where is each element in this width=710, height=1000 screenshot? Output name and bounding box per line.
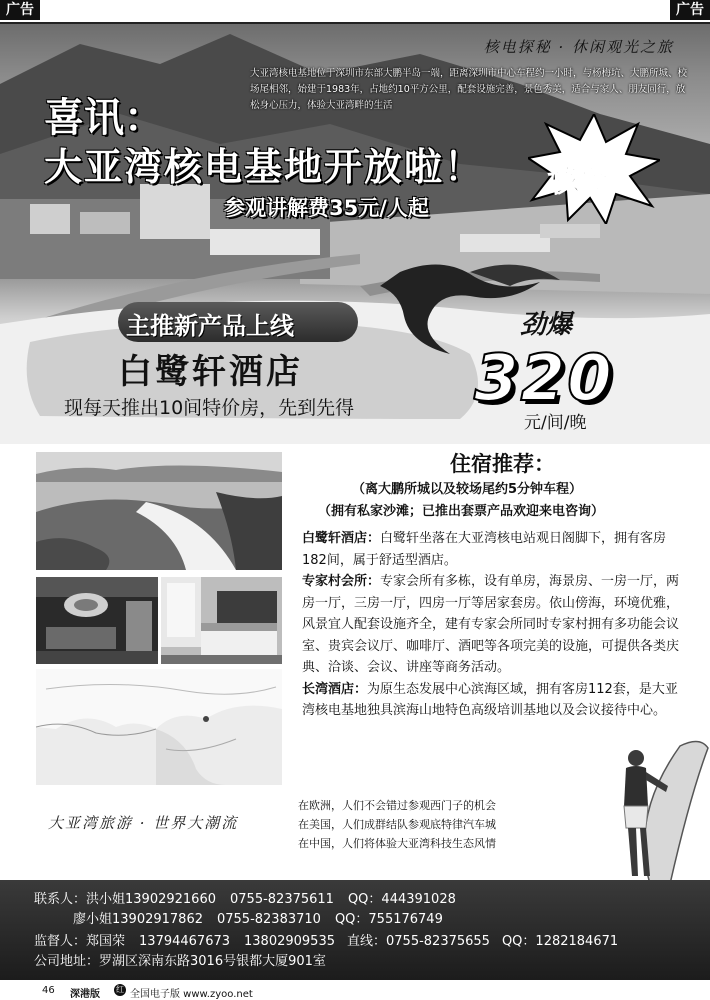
hero-kicker: 喜讯：: [44, 94, 164, 141]
compare-line: 在中国，人们将体验大亚湾科技生态风情: [298, 837, 496, 850]
supervisor-qq: QQ：1282184671: [501, 934, 619, 949]
recommend-item-text: 为原生态发展中心滨海区域，拥有客房112套，是大亚湾核电基地独具滨海山地特色高级培训基地以及会议接待中心。: [302, 681, 678, 718]
page-number: 46: [42, 985, 55, 996]
supervisor-direct: 直线：0755-82375655: [347, 934, 490, 949]
hotel-name: 白鹭轩酒店: [118, 352, 303, 392]
recommend-note-distance: （离大鹏所城以及较场尾约5分钟车程）: [352, 482, 583, 497]
contact-row: [34, 888, 456, 907]
price-value: 320: [474, 342, 614, 416]
recommend-list: [302, 528, 682, 722]
edition-label: 深港版: [70, 989, 100, 1000]
address-label: 公司地址：: [34, 954, 100, 969]
promo-label: 主推新产品上线: [126, 312, 294, 340]
contact-name: 廖小姐13902917862: [73, 912, 203, 927]
page-footer: [0, 982, 710, 1000]
supervisor-tel: 13802909535: [244, 934, 335, 949]
recommend-item: [302, 679, 682, 722]
burst-label: 核爆: [546, 158, 611, 201]
compare-line: 在欧洲，人们不会错过参观西门子的机会: [298, 799, 496, 812]
hotel-offer: 现每天推出10间特价房，先到先得: [64, 397, 355, 419]
price-badge: 劲爆: [520, 310, 573, 340]
ad-tag-right: 广告: [670, 0, 710, 20]
recommend-title: 住宿推荐：: [450, 452, 555, 476]
contact-tel: 0755-82383710: [216, 912, 321, 927]
contact-qq: QQ：444391028: [347, 892, 456, 907]
recommend-note-beach: （拥有私家沙滩；已推出套票产品欢迎来电咨询）: [318, 504, 605, 519]
supervisor-name: 郑国荣: [86, 934, 126, 949]
supervisor-tel: 13794467673: [139, 934, 231, 949]
recommend-item-text: 白鹭轩坐落在大亚湾核电站观日阁脚下，拥有客房182间，属于舒适型酒店。: [302, 531, 667, 568]
compare-lines: [298, 796, 496, 853]
slogan: 大亚湾旅游 · 世界大潮流: [48, 814, 239, 832]
supervisor-label: 监督人：: [34, 934, 87, 949]
ad-tag-left: 广告: [0, 0, 40, 20]
contact-footer: [0, 880, 710, 980]
website-link[interactable]: 全国电子版 www.zyoo.net: [130, 989, 253, 1000]
contact-label: 联系人：: [34, 892, 87, 907]
hero-headline: 大亚湾核电基地开放啦！: [44, 144, 485, 189]
contact-name: 洪小姐13902921660: [86, 892, 216, 907]
surfer-illustration: [590, 736, 710, 884]
recommend-item-name: 长湾酒店：: [302, 681, 368, 697]
contact-row: [73, 908, 443, 927]
address-text: 罗湖区深南东路3016号银都大厦901室: [99, 954, 326, 969]
contact-tel: 0755-82375611: [230, 892, 334, 907]
beach-photo: [36, 452, 282, 570]
recommend-item-text: 专家会所有多栋，设有单房，海景房、一房一厅，两房一厅，三房一厅，四房一厅等居家套房。依山傍海，环境优雅，风景宜人配套设施齐全，建有专家会所同时专家村拥有多功能会议室、贵宾会议厅、咖啡厅、酒吧等各项完美的设施，可提供各类庆典、洽谈、会议、讲座等商务活动。: [302, 574, 680, 675]
hero-banner: [0, 24, 710, 444]
supervisor-row: [34, 930, 618, 949]
recommend-item: [302, 528, 682, 571]
recommend-item-name: 白鹭轩酒店：: [302, 531, 381, 546]
location-map: [36, 669, 282, 785]
recommend-item: [302, 571, 682, 679]
hero-subtitle: 核电探秘 · 休闲观光之旅: [483, 38, 674, 56]
contact-qq: QQ：755176749: [334, 912, 443, 927]
room-photo: [161, 577, 282, 664]
publication-logo-icon: 红: [116, 985, 124, 994]
visit-fee: 参观讲解费35元/人起: [224, 196, 429, 220]
lobby-photo: [36, 577, 158, 664]
price-unit: 元/间/晚: [524, 413, 587, 433]
recommend-item-name: 专家村会所：: [302, 574, 381, 589]
compare-line: 在美国，人们成群结队参观底特律汽车城: [298, 818, 496, 831]
hero-intro-text: 大亚湾核电基地位于深圳市东部大鹏半岛一端，距离深圳市中心车程约一小时，与杨梅坑、大鹏所城、校场尾相邻，始建于1983年，占地约10平方公里，配套设施完善，景色秀美，适合与家人、朋友同行，放松身心压力，体验大亚湾畔的生活: [250, 68, 688, 111]
address-row: [34, 950, 326, 969]
